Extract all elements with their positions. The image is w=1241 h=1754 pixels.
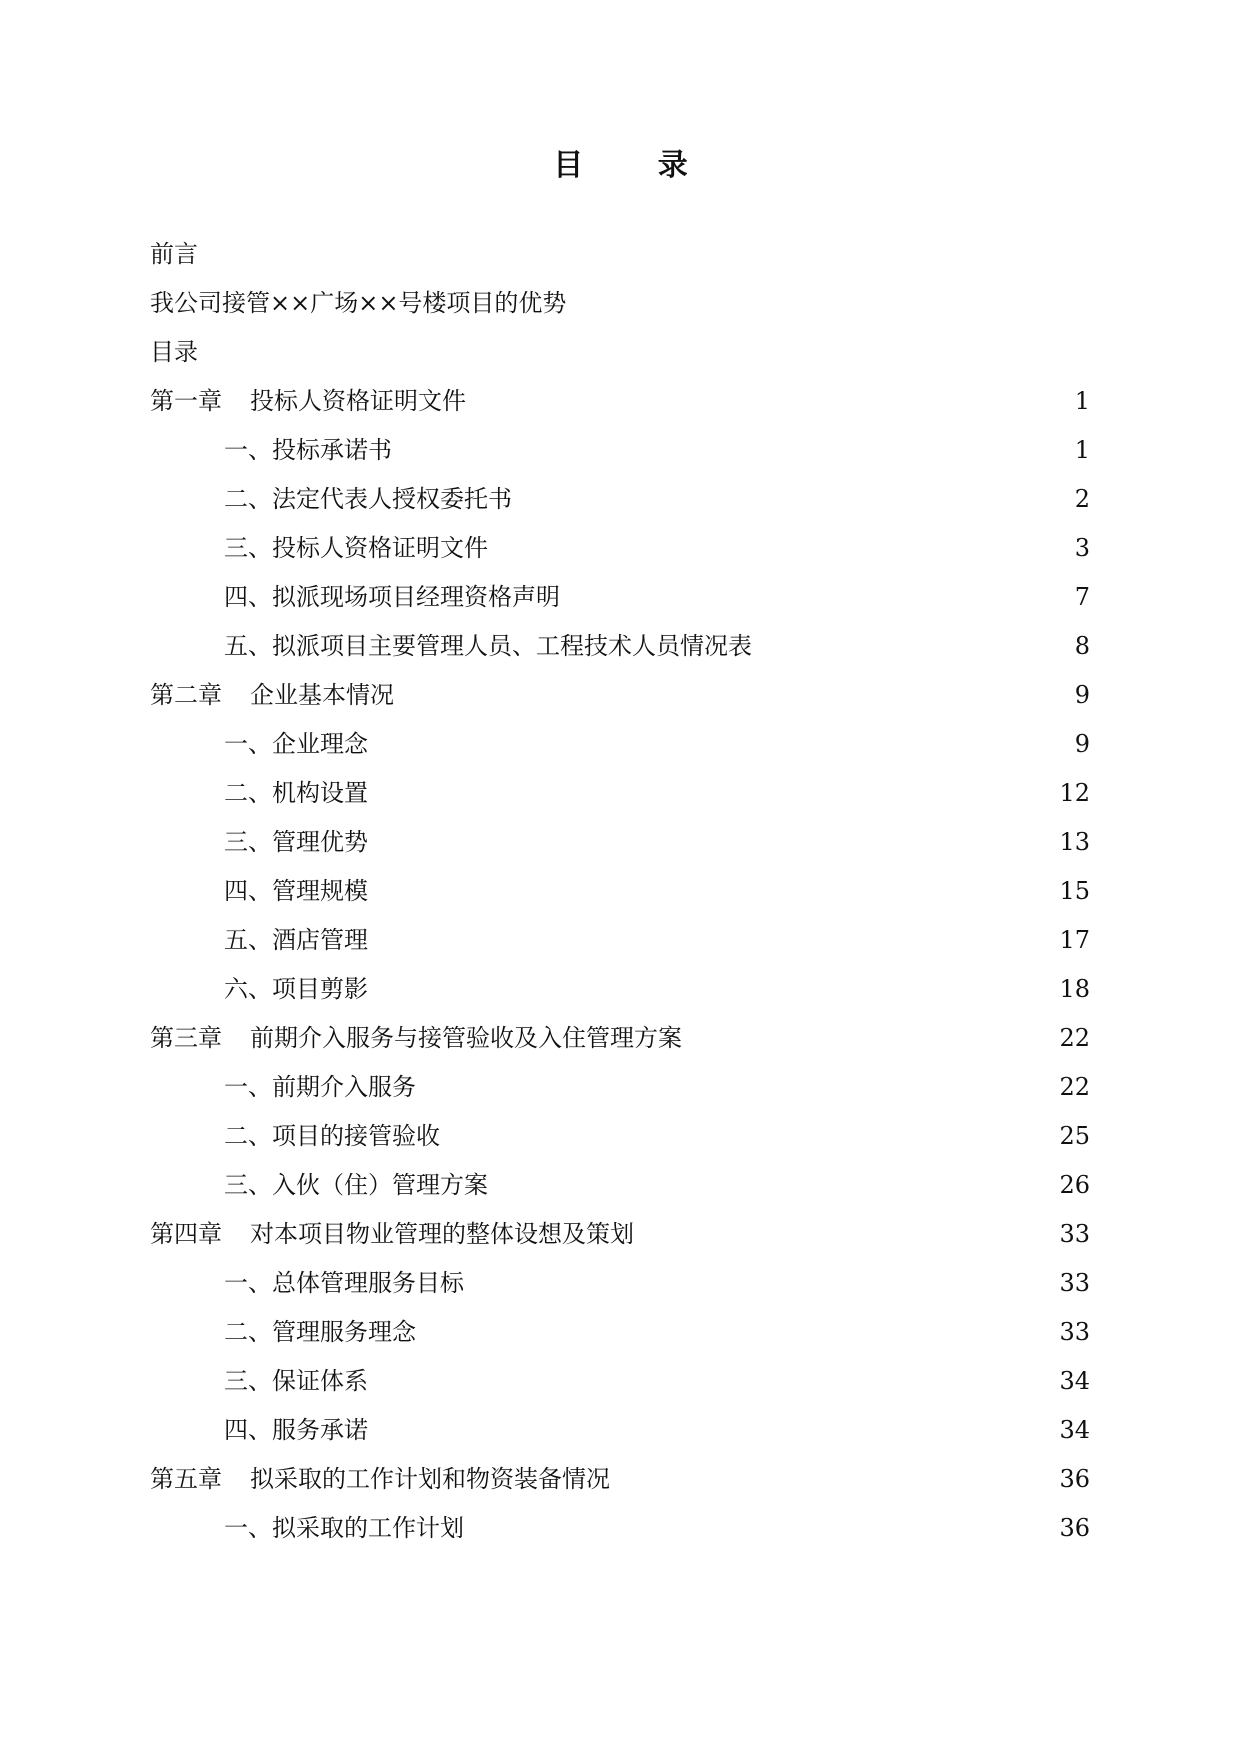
toc-page-number: 34 [1059, 1416, 1090, 1444]
toc-section-row[interactable] [150, 873, 1090, 922]
toc-section-label: 五、酒店管理 [224, 926, 368, 954]
toc-chapter-number: 第三章 [150, 1024, 222, 1052]
toc-section-row[interactable] [150, 1265, 1090, 1314]
toc-page-number: 12 [1059, 779, 1090, 807]
toc-page-number: 33 [1059, 1318, 1090, 1346]
toc-page-number: 7 [1074, 583, 1090, 611]
toc-section-label: 一、企业理念 [224, 730, 368, 758]
toc-section-label: 三、入伙（住）管理方案 [224, 1171, 488, 1199]
toc-section-row[interactable] [150, 922, 1090, 971]
toc-section-label: 二、机构设置 [224, 779, 368, 807]
toc-section-label: 一、前期介入服务 [224, 1073, 416, 1101]
toc-chapter-title [150, 1020, 682, 1056]
toc-section-row[interactable] [150, 1069, 1090, 1118]
table-of-contents [150, 236, 1090, 1559]
toc-front-item[interactable] [150, 334, 1090, 383]
toc-section-label: 四、拟派现场项目经理资格声明 [224, 583, 560, 611]
toc-section-row[interactable] [150, 1118, 1090, 1167]
toc-page-number: 1 [1074, 387, 1090, 415]
toc-chapter-number: 第一章 [150, 387, 222, 415]
toc-page-number: 22 [1059, 1024, 1090, 1052]
toc-section-label: 三、管理优势 [224, 828, 368, 856]
toc-page-number: 9 [1074, 681, 1090, 709]
toc-section-row[interactable] [150, 579, 1090, 628]
toc-page-number: 22 [1059, 1073, 1090, 1101]
toc-front-item[interactable] [150, 236, 1090, 285]
toc-front-label: 我公司接管××广场××号楼项目的优势 [150, 289, 567, 317]
toc-front-item[interactable] [150, 285, 1090, 334]
toc-section-row[interactable] [150, 1412, 1090, 1461]
toc-page-number: 33 [1059, 1220, 1090, 1248]
toc-section-label: 三、投标人资格证明文件 [224, 534, 488, 562]
toc-section-row[interactable] [150, 1167, 1090, 1216]
toc-chapter-row[interactable] [150, 1020, 1090, 1069]
toc-page-number: 17 [1059, 926, 1090, 954]
toc-page-number: 15 [1059, 877, 1090, 905]
toc-section-row[interactable] [150, 1510, 1090, 1559]
toc-page-number: 26 [1059, 1171, 1090, 1199]
toc-section-row[interactable] [150, 1314, 1090, 1363]
toc-page-number: 34 [1059, 1367, 1090, 1395]
toc-chapter-title [150, 1461, 610, 1497]
toc-section-row[interactable] [150, 530, 1090, 579]
toc-section-label: 二、法定代表人授权委托书 [224, 485, 512, 513]
toc-chapter-label: 前期介入服务与接管验收及入住管理方案 [250, 1024, 682, 1052]
toc-page-number: 36 [1059, 1514, 1090, 1542]
toc-section-label: 二、管理服务理念 [224, 1318, 416, 1346]
toc-section-row[interactable] [150, 824, 1090, 873]
toc-front-label: 前言 [150, 240, 198, 268]
toc-section-label: 一、投标承诺书 [224, 436, 392, 464]
toc-section-row[interactable] [150, 628, 1090, 677]
toc-chapter-label: 拟采取的工作计划和物资装备情况 [250, 1465, 610, 1493]
toc-section-row[interactable] [150, 1363, 1090, 1412]
toc-chapter-row[interactable] [150, 383, 1090, 432]
toc-chapter-title [150, 677, 394, 713]
toc-section-label: 六、项目剪影 [224, 975, 368, 1003]
toc-page-number: 13 [1059, 828, 1090, 856]
toc-chapter-number: 第二章 [150, 681, 222, 709]
toc-chapter-label: 企业基本情况 [250, 681, 394, 709]
toc-page-number: 1 [1074, 436, 1090, 464]
toc-section-row[interactable] [150, 775, 1090, 824]
toc-chapter-row[interactable] [150, 1461, 1090, 1510]
toc-section-label: 四、服务承诺 [224, 1416, 368, 1444]
toc-section-label: 五、拟派项目主要管理人员、工程技术人员情况表 [224, 632, 752, 660]
toc-page-number: 36 [1059, 1465, 1090, 1493]
toc-section-label: 一、拟采取的工作计划 [224, 1514, 464, 1542]
toc-chapter-label: 对本项目物业管理的整体设想及策划 [250, 1220, 634, 1248]
toc-section-label: 二、项目的接管验收 [224, 1122, 440, 1150]
toc-front-label: 目录 [150, 338, 198, 366]
toc-page-number: 3 [1074, 534, 1090, 562]
toc-page-number: 18 [1059, 975, 1090, 1003]
toc-section-label: 一、总体管理服务目标 [224, 1269, 464, 1297]
toc-section-label: 四、管理规模 [224, 877, 368, 905]
toc-section-row[interactable] [150, 432, 1090, 481]
toc-section-row[interactable] [150, 481, 1090, 530]
toc-page-number: 2 [1074, 485, 1090, 513]
toc-section-row[interactable] [150, 971, 1090, 1020]
toc-chapter-row[interactable] [150, 677, 1090, 726]
toc-chapter-number: 第五章 [150, 1465, 222, 1493]
toc-chapter-title [150, 383, 466, 419]
page-title: 目 录 [553, 148, 720, 183]
toc-chapter-label: 投标人资格证明文件 [250, 387, 466, 415]
toc-chapter-number: 第四章 [150, 1220, 222, 1248]
toc-section-label: 三、保证体系 [224, 1367, 368, 1395]
toc-page-number: 25 [1059, 1122, 1090, 1150]
toc-chapter-title [150, 1216, 634, 1252]
toc-page-number: 33 [1059, 1269, 1090, 1297]
toc-chapter-row[interactable] [150, 1216, 1090, 1265]
toc-page-number: 8 [1074, 632, 1090, 660]
toc-section-row[interactable] [150, 726, 1090, 775]
toc-page-number: 9 [1074, 730, 1090, 758]
